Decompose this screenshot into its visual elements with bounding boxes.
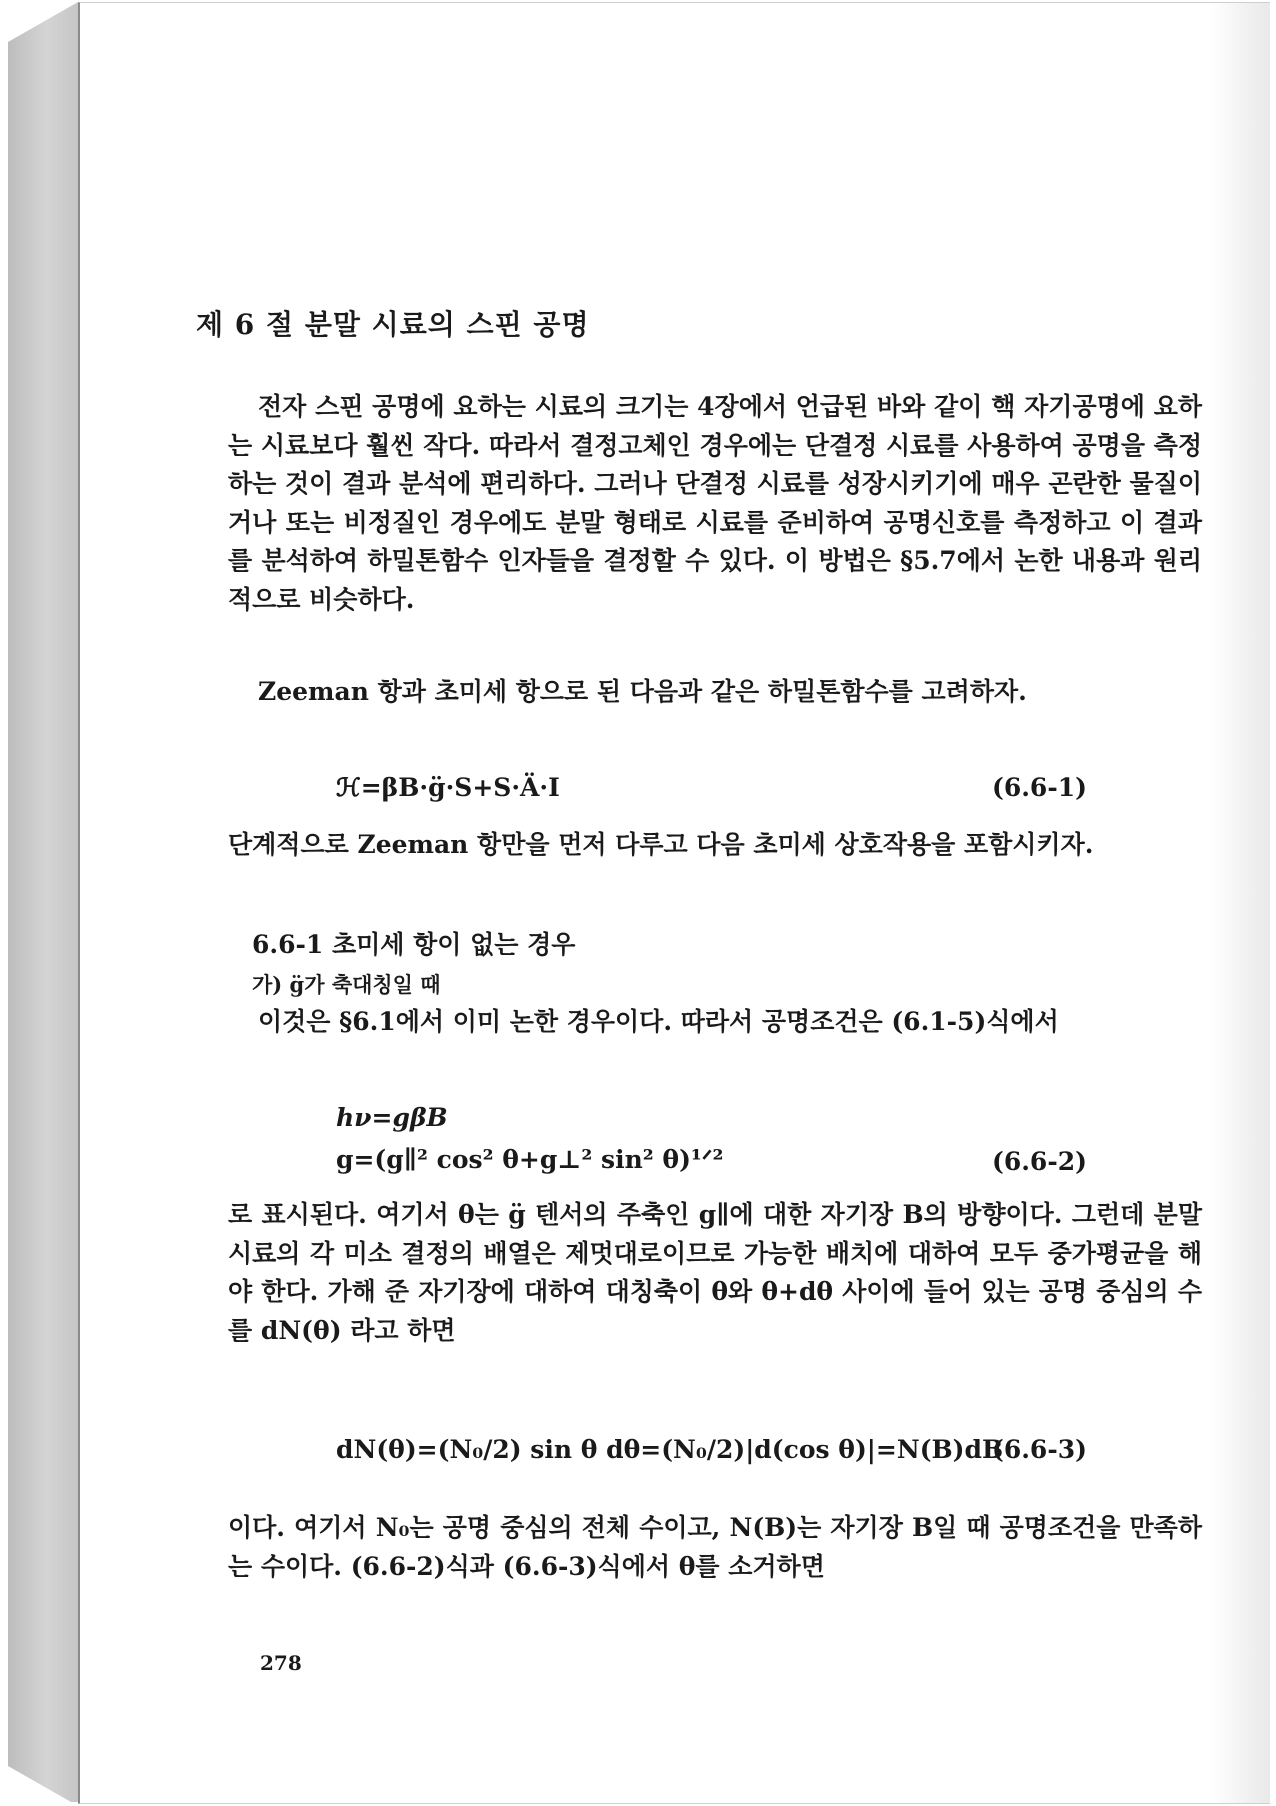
equation-number-6-6-2: (6.6-2) — [992, 1147, 1087, 1176]
equation-number-6-6-1: (6.6-1) — [992, 773, 1087, 802]
equation-6-6-3: dN(θ)=(N₀/2) sin θ dθ=(N₀/2)|d(cos θ)|=N(B)dB — [336, 1435, 1004, 1464]
equation-6-6-2: g=(g∥² cos² θ+g⊥² sin² θ)¹ᐟ² — [336, 1145, 724, 1174]
section-title: 제 6 절 분말 시료의 스핀 공명 — [196, 308, 590, 341]
paragraph-hamiltonian-intro: Zeeman 항과 초미세 항으로 된 다음과 같은 하밀톤함수를 고려하자. — [258, 677, 1027, 706]
subsection-heading: 6.6-1 초미세 항이 없는 경우 — [252, 930, 576, 959]
paragraph-intro: 전자 스핀 공명에 요하는 시료의 크기는 4장에서 언급된 바와 같이 핵 자기공명에 요하는 시료보다 훨씬 작다. 따라서 결정고체인 경우에는 단결정 시료를 사용하여 공명을 측정하는 것이 결과 분석에 편리하다. 그러나 단결정 시료를 성장시키기에 매우 곤란한 물질이거나 또는 비정질인 경우에도 분말 형태로 시료를 준비하여 공명신호를 측정하고 이 결과를 분석하여 하밀톤함수 인자들을 결정할 수 있다. 이 방법은 §5.7에서 논한 내용과 원리적으로 비슷하다. — [228, 392, 1202, 614]
case-heading: 가) g̈가 축대칭일 때 — [252, 972, 441, 997]
page-edge-shadow — [1210, 3, 1270, 1803]
paragraph-stepwise: 단계적으로 Zeeman 항만을 먼저 다루고 다음 초미세 상호작용을 포함시키자. — [228, 830, 1094, 859]
equation-6-6-1: ℋ=βB·g̈·S+S·Ä·I — [336, 773, 560, 802]
book-page — [78, 2, 1270, 1804]
equation-number-6-6-3: (6.6-3) — [992, 1435, 1087, 1464]
page-number: 278 — [260, 1651, 302, 1675]
paragraph-resonance-condition: 이것은 §6.1에서 이미 논한 경우이다. 따라서 공명조건은 (6.1-5)식에서 — [258, 1007, 1059, 1036]
book-spine — [8, 2, 78, 1802]
paragraph-powder-average: 로 표시된다. 여기서 θ는 g̈ 텐서의 주축인 g∥에 대한 자기장 B의 방향이다. 그런데 분말 시료의 각 미소 결정의 배열은 제멋대로이므로 가능한 배치에 대하여 모두 중가평균을 해야 한다. 가해 준 자기장에 대하여 대칭축이 θ와 θ+dθ 사이에 들어 있는 공명 중심의 수를 dN(θ) 라고 하면 — [228, 1200, 1202, 1345]
paragraph-conclusion: 이다. 여기서 N₀는 공명 중심의 전체 수이고, N(B)는 자기장 B일 때 공명조건을 만족하는 수이다. (6.6-2)식과 (6.6-3)식에서 θ를 소거하면 — [228, 1513, 1202, 1581]
equation-resonance: hν=gβB — [336, 1103, 448, 1132]
